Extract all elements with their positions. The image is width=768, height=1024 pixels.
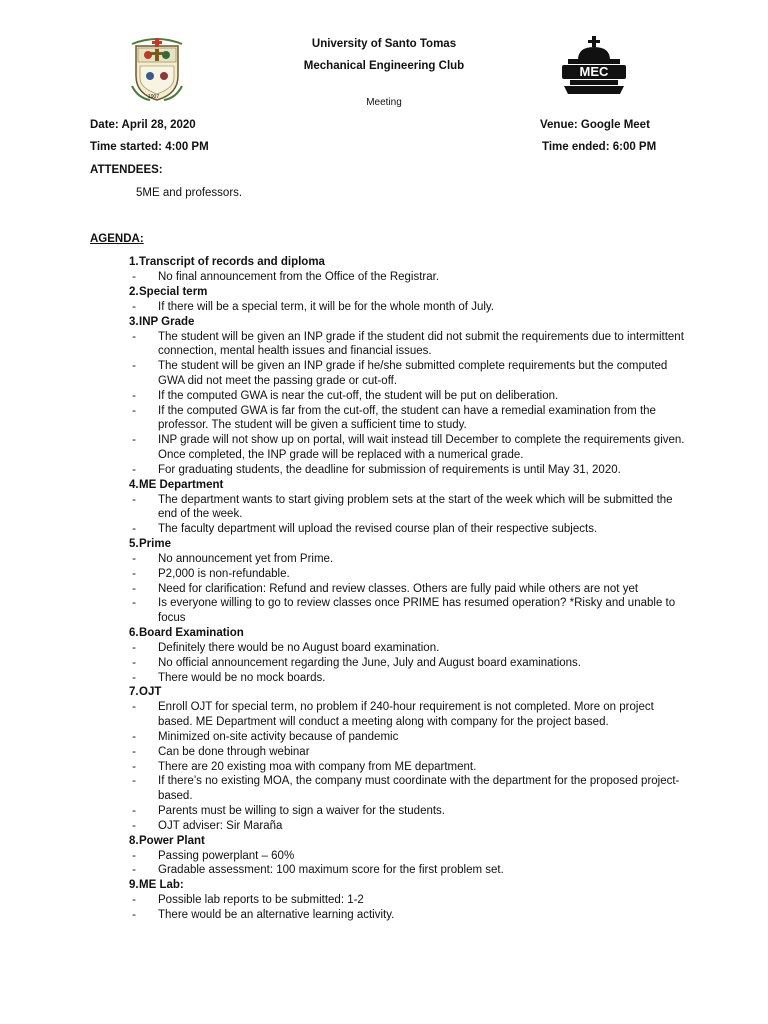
bullet-dash: - — [132, 389, 136, 402]
agenda-item-title: Board Examination — [139, 626, 244, 639]
agenda-bullet-text: No final announcement from the Office of the Registrar. — [158, 271, 440, 283]
bullet-dash: - — [132, 745, 136, 758]
agenda-item-number-text: 2. — [129, 285, 139, 298]
bullet-dash: - — [132, 523, 136, 536]
club-name: Mechanical Engineering Club — [303, 60, 465, 72]
agenda-bullet-text: The student will be given an INP grade if he/she submitted complete requirements but the computed GWA did not meet the passing grade or cut-off. — [158, 360, 668, 387]
bullet-dash: - — [132, 641, 136, 654]
agenda-item-number — [90, 626, 139, 641]
agenda-bullet-text: Gradable assessment: 100 maximum score for the first problem set. — [158, 864, 504, 877]
agenda-bullet — [90, 849, 690, 864]
agenda-item-number — [90, 537, 139, 552]
agenda-bullet-text: No announcement yet from Prime. — [158, 552, 334, 565]
agenda-bullet — [90, 404, 690, 434]
agenda-bullet-text: Minimized on-site activity because of pandemic — [158, 730, 399, 743]
agenda-bullet — [90, 522, 690, 537]
agenda-bullet-text: If there will be a special term, it will be for the whole month of July. — [158, 300, 494, 313]
bullet-dash: - — [132, 463, 136, 476]
bullet-dash: - — [132, 360, 136, 373]
bullet-dash: - — [132, 819, 136, 832]
agenda-item-number-text: 9. — [129, 879, 139, 892]
bullet-dash: - — [132, 804, 136, 817]
agenda-label: AGENDA: — [90, 233, 144, 245]
bullet-dash: - — [132, 582, 136, 595]
agenda-item — [90, 478, 690, 493]
bullet-dash: - — [132, 434, 136, 447]
agenda-item-number-text: 4. — [129, 478, 139, 491]
agenda-item-number — [90, 285, 139, 300]
agenda-bullet-text: There would be no mock boards. — [158, 671, 326, 684]
agenda-bullet-text: If there’s no existing MOA, the company must coordinate with the department for the proposed project-based. — [158, 775, 680, 803]
time-ended: Time ended: 6:00 PM — [542, 141, 657, 153]
agenda-bullet — [90, 804, 690, 819]
bullet-dash: - — [132, 552, 136, 565]
agenda-bullet-text: Parents must be willing to sign a waiver for the students. — [158, 804, 446, 817]
bullet-dash: - — [132, 894, 136, 907]
bullet-dash: - — [132, 671, 136, 684]
agenda-bullet — [90, 671, 690, 686]
agenda-item-title: Power Plant — [139, 834, 205, 847]
agenda-bullet — [90, 863, 690, 878]
agenda-item-title: Transcript of records and diploma — [139, 256, 325, 268]
agenda-item — [90, 315, 690, 330]
agenda-bullet — [90, 552, 690, 567]
agenda-bullet — [90, 908, 690, 923]
agenda-bullet-text: For graduating students, the deadline for submission of requirements is until May 31, 2020. — [158, 463, 621, 476]
agenda-item — [90, 285, 690, 300]
agenda-item — [90, 255, 690, 270]
agenda-bullet-text: Passing powerplant – 60% — [158, 849, 295, 862]
bullet-dash: - — [132, 701, 136, 714]
agenda-bullet-text: No official announcement regarding the June, July and August board examinations. — [158, 656, 582, 669]
agenda-item — [90, 626, 690, 641]
agenda-bullet — [90, 330, 690, 360]
agenda-bullet-text: P2,000 is non-refundable. — [158, 567, 290, 580]
agenda-item-number-text: 7. — [129, 686, 139, 699]
bullet-dash: - — [132, 597, 136, 610]
agenda-bullet-text: OJT adviser: Sir Maraña — [158, 819, 283, 832]
agenda-bullet — [90, 567, 690, 582]
agenda-bullet-text: The student will be given an INP grade if the student did not submit the requirements due to intermittent connection, mental health issues and financial issues. — [158, 330, 684, 358]
agenda-bullet-text: The department wants to start giving problem sets at the start of the week which will be submitted the end of the week. — [158, 493, 673, 521]
agenda-bullet — [90, 760, 690, 775]
agenda-item — [90, 685, 690, 700]
agenda-item-title: ME Department — [139, 478, 224, 491]
agenda-bullet-text: INP grade will not show up on portal, will wait instead till December to complete the requirements given. Once completed, the INP grade will be replaced with a numerical grade. — [158, 434, 685, 461]
bullet-dash: - — [132, 493, 136, 506]
agenda-item-number — [90, 255, 139, 270]
agenda-bullet-text: If the computed GWA is near the cut-off, the student will be put on deliberation. — [158, 389, 559, 402]
agenda-bullet — [90, 596, 690, 626]
agenda-item-title: OJT — [139, 686, 162, 699]
agenda-bullet — [90, 819, 690, 834]
agenda-bullet — [90, 893, 690, 908]
agenda-bullet — [90, 270, 690, 285]
bullet-dash: - — [132, 330, 136, 343]
agenda-item-number-text: 5. — [129, 537, 139, 550]
agenda-item-title: Prime — [139, 537, 171, 550]
agenda-bullet-text: The faculty department will upload the revised course plan of their respective subjects. — [158, 523, 598, 536]
bullet-dash: - — [132, 908, 136, 921]
agenda-item-number-text: 3. — [129, 315, 139, 328]
agenda-item-number-text: 1. — [129, 256, 139, 268]
time-started: Time started: 4:00 PM — [90, 141, 209, 153]
bullet-dash: - — [132, 656, 136, 669]
agenda-list — [90, 255, 690, 923]
agenda-item-number — [90, 478, 139, 493]
agenda-bullet-text: Can be done through webinar — [158, 745, 310, 758]
bullet-dash: - — [132, 300, 136, 313]
agenda-bullet — [90, 463, 690, 478]
agenda-bullet — [90, 300, 690, 315]
meeting-venue: Venue: Google Meet — [540, 119, 650, 131]
bullet-dash: - — [132, 864, 136, 877]
agenda-bullet — [90, 656, 690, 671]
agenda-bullet — [90, 359, 690, 389]
agenda-bullet-text: Is everyone willing to go to review classes once PRIME has resumed operation? *Risky and unable to focus — [158, 597, 676, 625]
bullet-dash: - — [132, 849, 136, 862]
agenda-bullet-text: Definitely there would be no August board examination. — [158, 641, 440, 654]
agenda-bullet-text: If the computed GWA is far from the cut-off, the student can have a remedial examination from the professor. The student will be given a sufficient time to study. — [158, 404, 656, 432]
agenda-bullet — [90, 774, 690, 804]
agenda-item-number — [90, 315, 139, 330]
agenda-bullet — [90, 493, 690, 523]
agenda-item-number-text: 6. — [129, 626, 139, 639]
agenda-bullet — [90, 582, 690, 597]
mec-logo-text: MEC — [579, 64, 609, 79]
seal-year: 1907 — [148, 94, 160, 100]
agenda-bullet — [90, 745, 690, 760]
bullet-dash: - — [132, 760, 136, 773]
bullet-dash: - — [132, 404, 136, 417]
agenda-bullet — [90, 433, 690, 463]
agenda-item-number — [90, 834, 139, 849]
doc-type: Meeting — [366, 97, 402, 108]
agenda-bullet — [90, 730, 690, 745]
bullet-dash: - — [132, 271, 136, 283]
attendees-label: ATTENDEES: — [90, 164, 163, 176]
bullet-dash: - — [132, 567, 136, 580]
agenda-item-number — [90, 685, 139, 700]
agenda-item — [90, 537, 690, 552]
university-name: University of Santo Tomas — [311, 38, 457, 50]
meeting-date: Date: April 28, 2020 — [90, 119, 196, 131]
agenda-bullet-text: There would be an alternative learning activity. — [158, 908, 395, 921]
agenda-bullet-text: Possible lab reports to be submitted: 1-2 — [158, 894, 364, 907]
agenda-bullet — [90, 700, 690, 730]
agenda-bullet — [90, 389, 690, 404]
agenda-bullet-text: There are 20 existing moa with company from ME department. — [158, 760, 477, 773]
agenda-bullet-text: Need for clarification: Refund and review classes. Others are fully paid while others are not yet — [158, 582, 639, 595]
attendees-text: 5ME and professors. — [136, 187, 243, 199]
bullet-dash: - — [132, 730, 136, 743]
agenda-item — [90, 834, 690, 849]
agenda-item-number-text: 8. — [129, 834, 139, 847]
agenda-bullet — [90, 641, 690, 656]
bullet-dash: - — [132, 775, 136, 788]
agenda-bullet-text: Enroll OJT for special term, no problem if 240-hour requirement is not completed. More on project based. ME Department will conduct a meeting along with company for the project based. — [158, 701, 654, 729]
agenda-item-title: ME Lab: — [139, 879, 184, 892]
agenda-item-title: INP Grade — [139, 315, 195, 328]
agenda-item-number — [90, 878, 139, 893]
agenda-item — [90, 878, 690, 893]
agenda-item-title: Special term — [139, 285, 208, 298]
